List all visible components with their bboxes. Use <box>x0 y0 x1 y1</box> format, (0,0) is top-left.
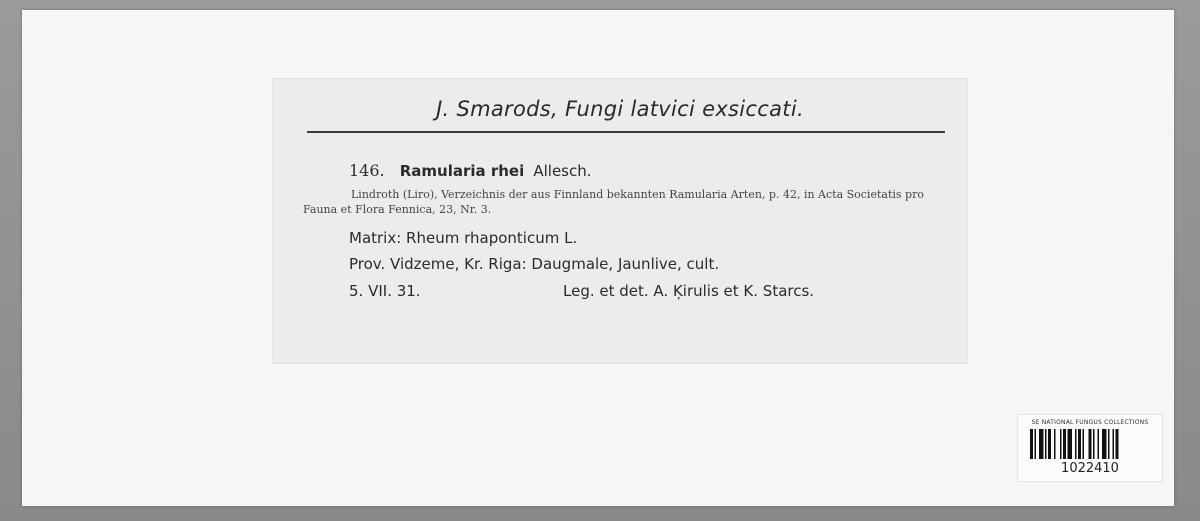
specimen-label <box>272 78 968 364</box>
herbarium-sheet <box>22 10 1174 506</box>
taxon-author: Allesch. <box>533 162 592 180</box>
collection-date: 5. VII. 31. <box>349 282 421 300</box>
collectors-line: Leg. et det. A. Ķirulis et K. Starcs. <box>563 282 815 300</box>
barcode-icon <box>1030 429 1150 459</box>
barcode-number: 1022410 <box>1061 461 1119 476</box>
exsiccata-number: 146. <box>349 161 385 180</box>
locality-line: Prov. Vidzeme, Kr. Riga: Daugmale, Jaunlive, cult. <box>349 255 720 273</box>
label-title: J. Smarods, Fungi latvici exsiccati. <box>436 97 804 121</box>
taxon-name: Ramularia rhei <box>399 162 525 180</box>
matrix-line: Matrix: Rheum rhaponticum L. <box>349 229 578 247</box>
species-line <box>349 161 592 180</box>
literature-reference: Lindroth (Liro), Verzeichnis der aus Finnland bekannten Ramularia Arten, p. 42, in Acta Societatis pro Fauna et Flora Fennica, 23, Nr. 3. <box>303 188 924 216</box>
title-rule <box>307 131 945 133</box>
barcode-label <box>1017 414 1163 482</box>
barcode-caption: SE NATIONAL FUNGUS COLLECTIONS <box>1031 419 1149 426</box>
